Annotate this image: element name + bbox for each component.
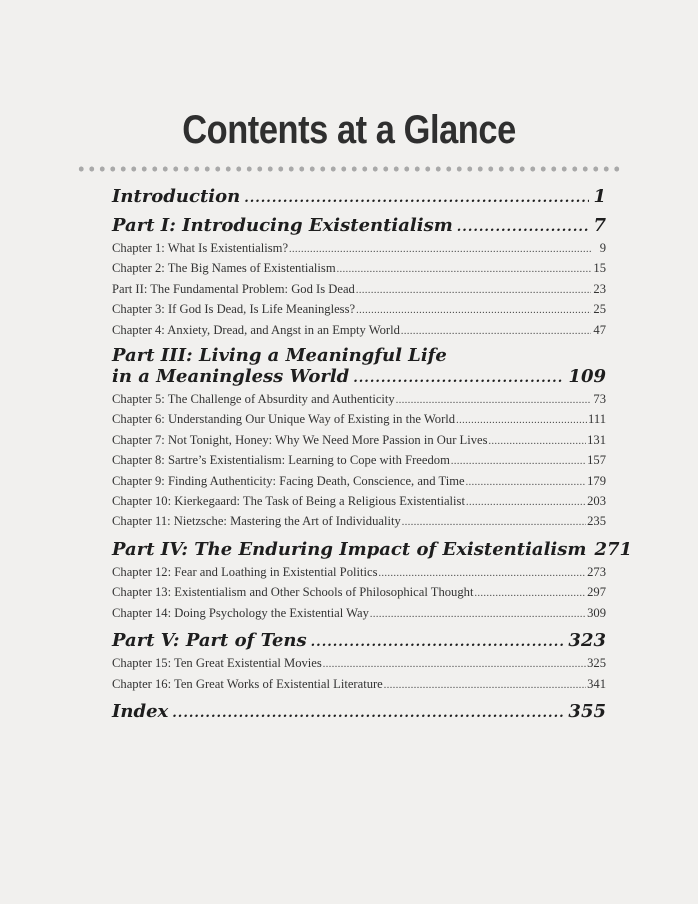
toc-chapter[interactable] — [112, 239, 606, 259]
page-title: Contents at a Glance — [182, 108, 516, 152]
page-number: 47 — [593, 322, 606, 337]
toc-chapter[interactable] — [112, 280, 606, 300]
page-number: 23 — [593, 281, 606, 296]
page-number: 297 — [587, 585, 606, 600]
chapter-label: Chapter 15: Ten Great Existential Movies — [112, 656, 322, 671]
chapter-label: Chapter 4: Anxiety, Dread, and Angst in an Empty World — [112, 322, 400, 337]
chapter-label: Chapter 5: The Challenge of Absurdity and Authenticity — [112, 392, 395, 407]
dot-leader — [311, 635, 565, 650]
chapter-label: Chapter 3: If God Is Dead, Is Life Meaningless? — [112, 302, 356, 317]
dot-leader — [323, 656, 586, 674]
page-number: 271 — [594, 538, 633, 560]
toc-part-5[interactable] — [112, 630, 606, 651]
part-label: Part I: Introducing Existentialism — [112, 215, 453, 236]
toc-part-4[interactable] — [112, 538, 633, 560]
toc-chapter[interactable] — [112, 563, 606, 583]
dot-leader — [356, 282, 591, 300]
toc-chapter[interactable] — [112, 321, 606, 341]
part-label-line2: in a Meaningless World — [112, 366, 350, 388]
chapter-label: Chapter 16: Ten Great Works of Existential Literature — [112, 676, 383, 691]
chapter-label: Chapter 8: Sartre’s Existentialism: Learning to Cope with Freedom — [112, 453, 450, 468]
page-number: 157 — [587, 453, 606, 468]
dot-leader — [356, 302, 591, 320]
page-number: 323 — [568, 630, 606, 652]
part-label: Part IV: The Enduring Impact of Existentialism — [112, 538, 587, 560]
page-number: 111 — [588, 412, 606, 427]
page-number: 131 — [587, 432, 606, 447]
dot-leader — [337, 261, 591, 279]
dotted-divider — [76, 165, 622, 173]
table-of-contents — [112, 186, 633, 725]
dot-leader — [370, 606, 586, 624]
page-number: 15 — [593, 261, 606, 276]
dot-leader — [466, 474, 587, 492]
chapter-label: Chapter 7: Not Tonight, Honey: Why We Need More Passion in Our Lives — [112, 432, 488, 447]
chapter-label: Chapter 12: Fear and Loathing in Existential Politics — [112, 564, 378, 579]
toc-index[interactable] — [112, 701, 606, 722]
toc-chapter[interactable] — [112, 675, 606, 695]
toc-chapter[interactable] — [112, 472, 606, 492]
toc-part-3[interactable] — [112, 345, 606, 387]
toc-chapter[interactable] — [112, 583, 606, 603]
page-number: 7 — [593, 215, 606, 236]
part-label: Part V: Part of Tens — [112, 630, 307, 652]
chapter-label: Chapter 11: Nietzsche: Mastering the Art of Individuality — [112, 514, 401, 529]
chapter-label: Chapter 6: Understanding Our Unique Way of Existing in the World — [112, 412, 456, 427]
part-label: Introduction — [112, 186, 241, 207]
dot-leader — [402, 514, 586, 532]
page-number: 355 — [568, 700, 606, 722]
page-number: 235 — [587, 514, 606, 529]
dot-leader — [244, 191, 589, 206]
dot-leader — [289, 241, 591, 259]
dot-leader — [474, 585, 586, 603]
page-number: 9 — [599, 241, 606, 255]
toc-chapter[interactable] — [112, 390, 606, 410]
chapter-label: Chapter 1: What Is Existentialism? — [112, 241, 289, 255]
dot-leader — [353, 371, 564, 386]
dot-leader — [384, 677, 586, 695]
dot-leader — [401, 323, 591, 341]
page-number: 341 — [587, 676, 606, 691]
page-number: 273 — [587, 564, 606, 579]
toc-chapter[interactable] — [112, 431, 606, 451]
part-label-line1: Part III: Living a Meaningful Life — [112, 345, 447, 367]
chapter-label: Chapter 2: The Big Names of Existentialism — [112, 261, 336, 276]
chapter-label: Chapter 14: Doing Psychology the Existential Way — [112, 605, 369, 620]
page-number: 325 — [587, 656, 606, 671]
page-number: 203 — [587, 494, 606, 509]
dot-leader — [456, 412, 587, 430]
dot-leader — [378, 565, 586, 583]
toc-chapter[interactable] — [112, 492, 606, 512]
dot-leader — [489, 433, 587, 451]
page-number: 25 — [593, 302, 606, 317]
chapter-label: Chapter 10: Kierkegaard: The Task of Being a Religious Existentialist — [112, 494, 465, 509]
dot-leader — [466, 494, 586, 512]
toc-chapter[interactable] — [112, 512, 606, 532]
toc-chapter[interactable] — [112, 259, 606, 279]
dot-leader — [172, 706, 564, 721]
toc-chapter[interactable] — [112, 451, 606, 471]
toc-chapter[interactable] — [112, 604, 606, 624]
toc-introduction[interactable] — [112, 186, 606, 207]
toc-chapter[interactable] — [112, 410, 606, 430]
page-number: 309 — [587, 605, 606, 620]
chapter-label: Part II: The Fundamental Problem: God Is Dead — [112, 281, 355, 296]
toc-part-1[interactable] — [112, 215, 606, 236]
page-number: 1 — [593, 186, 606, 207]
dot-leader — [396, 392, 591, 410]
dot-leader — [457, 220, 590, 235]
chapter-label: Chapter 13: Existentialism and Other Schools of Philosophical Thought — [112, 585, 474, 600]
page-number: 109 — [568, 366, 606, 388]
chapter-label: Chapter 9: Finding Authenticity: Facing Death, Conscience, and Time — [112, 473, 465, 488]
dot-leader — [451, 453, 586, 471]
page-number: 179 — [587, 473, 606, 488]
page-number: 73 — [593, 392, 606, 407]
toc-chapter[interactable] — [112, 654, 606, 674]
toc-chapter[interactable] — [112, 300, 606, 320]
part-label: Index — [112, 700, 169, 722]
